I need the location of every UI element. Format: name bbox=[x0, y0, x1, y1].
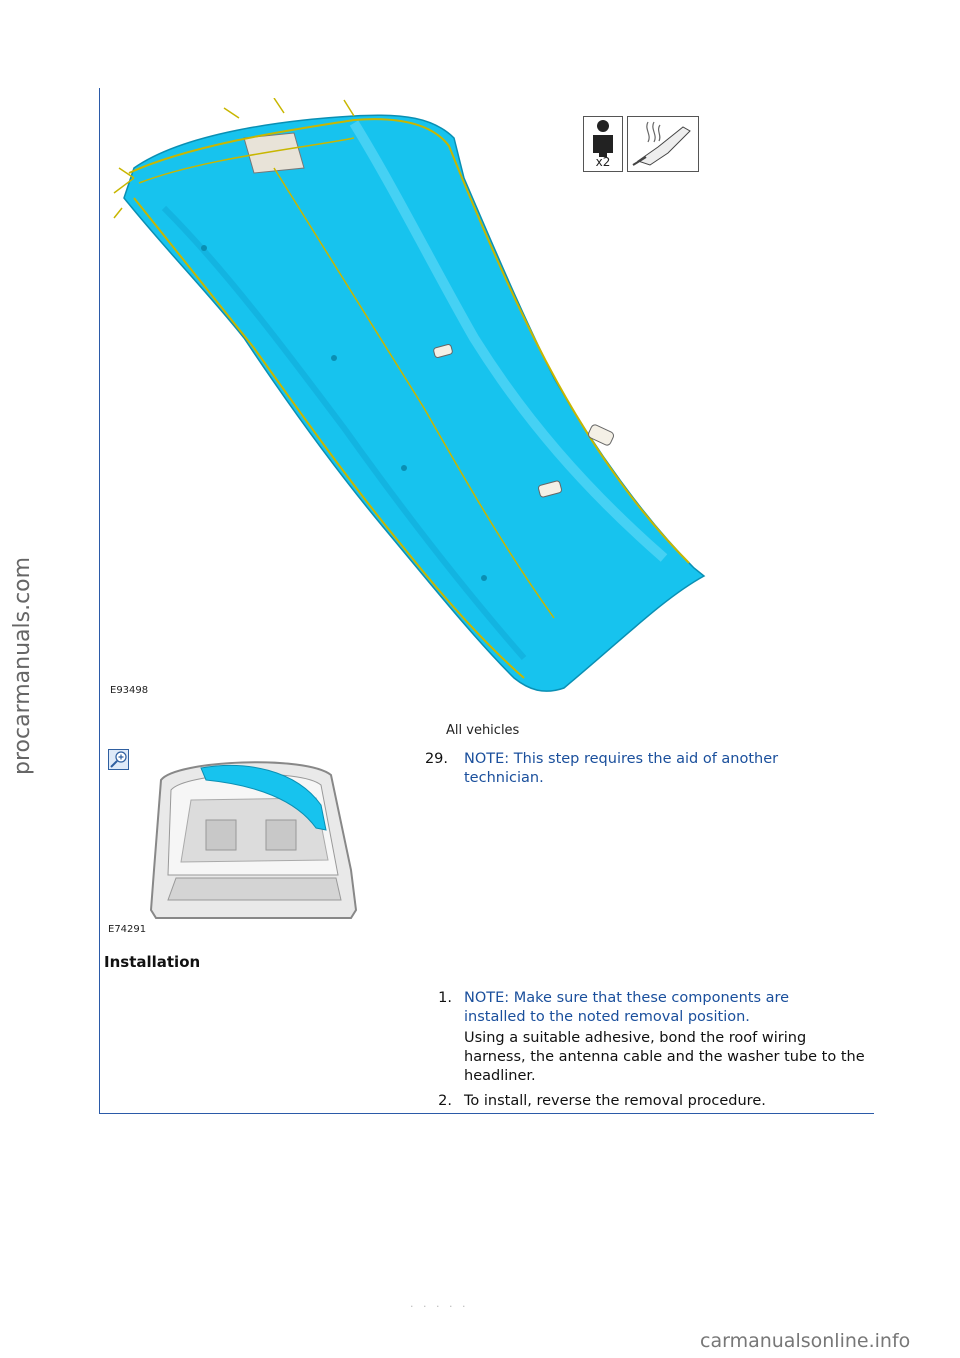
technician-count: x2 bbox=[595, 155, 611, 169]
figure-main-code: E93498 bbox=[110, 685, 149, 696]
installation-heading: Installation bbox=[104, 953, 201, 971]
install-step-1-number: 1. bbox=[438, 990, 452, 1006]
two-technicians-icon bbox=[583, 116, 623, 172]
headliner-illustration bbox=[104, 98, 724, 703]
side-watermark-text: procarmanuals.com bbox=[10, 556, 35, 775]
install-step-2-text: To install, reverse the removal procedure. bbox=[464, 1093, 766, 1109]
install-step-2-number: 2. bbox=[438, 1093, 452, 1109]
left-rule bbox=[99, 88, 100, 1114]
figure-caption: All vehicles bbox=[446, 723, 520, 738]
heat-gun-icon bbox=[627, 116, 699, 172]
side-watermark bbox=[4, 556, 44, 780]
figure-small-code: E74291 bbox=[108, 924, 147, 935]
vehicle-rear-illustration bbox=[106, 750, 396, 935]
step-29-note: NOTE: This step requires the aid of another technician. bbox=[464, 751, 779, 786]
bottom-rule bbox=[99, 1113, 874, 1114]
footer-watermark: carmanualsonline.info bbox=[700, 1330, 911, 1352]
step-29-number: 29. bbox=[424, 751, 448, 767]
footer-page-marker: · · · · · bbox=[410, 1300, 469, 1313]
install-step-1-note: NOTE: Make sure that these components are installed to the noted removal position. bbox=[464, 990, 790, 1025]
install-step-1-text: Using a suitable adhesive, bond the roof wiring harness, the antenna cable and the washer tube to the headliner. bbox=[464, 1030, 865, 1084]
